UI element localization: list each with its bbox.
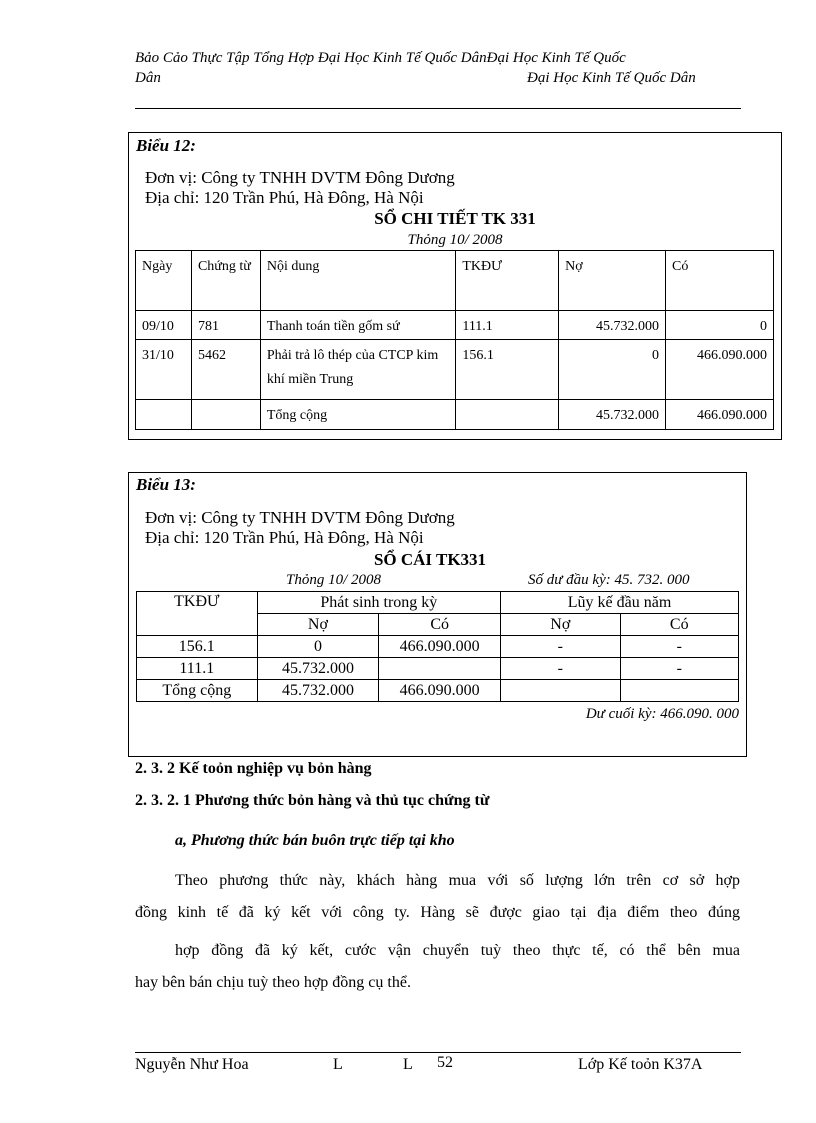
col-header: Nợ bbox=[501, 614, 620, 636]
table-row bbox=[137, 636, 739, 658]
cell: 31/10 bbox=[136, 340, 192, 400]
cell: Thanh toán tiền gốm sứ bbox=[260, 311, 455, 340]
cell bbox=[456, 400, 559, 430]
col-header: Nội dung bbox=[260, 251, 455, 311]
cell: 111.1 bbox=[456, 311, 559, 340]
col-header: Nợ bbox=[559, 251, 666, 311]
col-header: Có bbox=[379, 614, 501, 636]
bieu12-title: SỔ CHI TIẾT TK 331 bbox=[374, 209, 536, 228]
bieu13-period: Thỏng 10/ 2008 bbox=[286, 572, 382, 588]
bieu12-unit: Đơn vị: Công ty TNHH DVTM Đông Dương bbox=[145, 168, 455, 187]
table-row bbox=[136, 311, 774, 340]
bieu13-unit: Đơn vị: Công ty TNHH DVTM Đông Dương bbox=[145, 508, 455, 527]
cell: 45.732.000 bbox=[257, 680, 379, 702]
cell: 466.090.000 bbox=[379, 680, 501, 702]
cell: 466.090.000 bbox=[666, 340, 774, 400]
table-row bbox=[137, 658, 739, 680]
footer-author: Nguyễn Như Hoa bbox=[135, 1056, 249, 1073]
section-heading-2: 2. 3. 2. 1 Phương thức bỏn hàng và thủ tục chứng từ bbox=[135, 792, 490, 809]
bieu13-opening-balance: Số dư đầu kỳ: 45. 732. 000 bbox=[528, 572, 690, 588]
cell: 45.732.000 bbox=[559, 311, 666, 340]
bieu13-title: SỔ CÁI TK331 bbox=[373, 550, 487, 569]
col-header: TKĐƯ bbox=[456, 251, 559, 311]
cell bbox=[136, 400, 192, 430]
bieu12-label: Biểu 12: bbox=[136, 136, 196, 155]
table-row bbox=[137, 680, 739, 702]
header-line2-left: Dân bbox=[135, 70, 161, 86]
col-header: Nợ bbox=[257, 614, 379, 636]
paragraph-2-line-2: hay bên bán chịu tuỳ theo hợp đồng cụ thể. bbox=[135, 974, 411, 991]
section-heading-1: 2. 3. 2 Kế toỏn nghiệp vụ bỏn hàng bbox=[135, 760, 372, 777]
col-header: Có bbox=[666, 251, 774, 311]
group-header: Phát sinh trong kỳ bbox=[257, 592, 500, 614]
paragraph-2-line-1: hợp đồng đã ký kết, cước vận chuyển tuỳ theo thực tế, có thể bên mua bbox=[175, 942, 740, 959]
footer-l1: L bbox=[333, 1056, 343, 1073]
cell: 45.732.000 bbox=[257, 658, 379, 680]
header-line1: Bảo Cảo Thực Tập Tổng Hợp Đại Học Kinh Tế Quốc DânĐại Học Kinh Tế Quốc bbox=[135, 50, 626, 66]
bieu13-table bbox=[136, 591, 739, 702]
group-header: Lũy kế đầu năm bbox=[501, 592, 739, 614]
section-heading-3: a, Phương thức bán buôn trực tiếp tại kho bbox=[175, 832, 455, 849]
col-header: Ngày bbox=[136, 251, 192, 311]
header-line2-right: Đại Học Kinh Tế Quốc Dân bbox=[527, 70, 696, 86]
table-row bbox=[136, 340, 774, 400]
cell bbox=[620, 680, 738, 702]
cell: - bbox=[501, 636, 620, 658]
cell bbox=[191, 400, 260, 430]
footer-class: Lớp Kế toỏn K37A bbox=[578, 1056, 703, 1073]
cell bbox=[379, 658, 501, 680]
cell: 156.1 bbox=[456, 340, 559, 400]
paragraph-1-line-1: Theo phương thức này, khách hàng mua với số lượng lớn trên cơ sở hợp bbox=[175, 872, 740, 889]
cell: 45.732.000 bbox=[559, 400, 666, 430]
col-header: Có bbox=[620, 614, 738, 636]
cell: 09/10 bbox=[136, 311, 192, 340]
cell: Tổng cộng bbox=[260, 400, 455, 430]
page-number: 52 bbox=[437, 1054, 453, 1071]
cell: 0 bbox=[257, 636, 379, 658]
cell: 111.1 bbox=[137, 658, 258, 680]
footer-l2: L bbox=[403, 1056, 413, 1073]
cell: - bbox=[620, 636, 738, 658]
footer-rule bbox=[135, 1052, 741, 1053]
cell: 0 bbox=[559, 340, 666, 400]
bieu13-label: Biểu 13: bbox=[136, 475, 196, 494]
cell: - bbox=[501, 658, 620, 680]
cell bbox=[501, 680, 620, 702]
cell: Tổng cộng bbox=[137, 680, 258, 702]
paragraph-1-line-2: đồng kinh tế đã ký kết với công ty. Hàng sẽ được giao tại địa điểm theo đúng bbox=[135, 904, 740, 921]
col-header: TKĐƯ bbox=[137, 592, 258, 636]
cell: 5462 bbox=[191, 340, 260, 400]
cell: 781 bbox=[191, 311, 260, 340]
cell: 0 bbox=[666, 311, 774, 340]
bieu12-address: Địa chỉ: 120 Trần Phú, Hà Đông, Hà Nội bbox=[145, 188, 424, 207]
cell: 156.1 bbox=[137, 636, 258, 658]
cell: 466.090.000 bbox=[379, 636, 501, 658]
bieu12-period: Thỏng 10/ 2008 bbox=[407, 232, 503, 248]
cell: 466.090.000 bbox=[666, 400, 774, 430]
cell: Phải trả lô thép của CTCP kim khí miền Trung bbox=[260, 340, 455, 400]
header-rule bbox=[135, 108, 741, 109]
bieu13-address: Địa chỉ: 120 Trần Phú, Hà Đông, Hà Nội bbox=[145, 528, 424, 547]
bieu13-closing-balance: Dư cuối kỳ: 466.090. 000 bbox=[585, 706, 739, 722]
table-row bbox=[136, 400, 774, 430]
bieu12-table bbox=[135, 250, 774, 430]
col-header: Chứng từ bbox=[191, 251, 260, 311]
cell: - bbox=[620, 658, 738, 680]
